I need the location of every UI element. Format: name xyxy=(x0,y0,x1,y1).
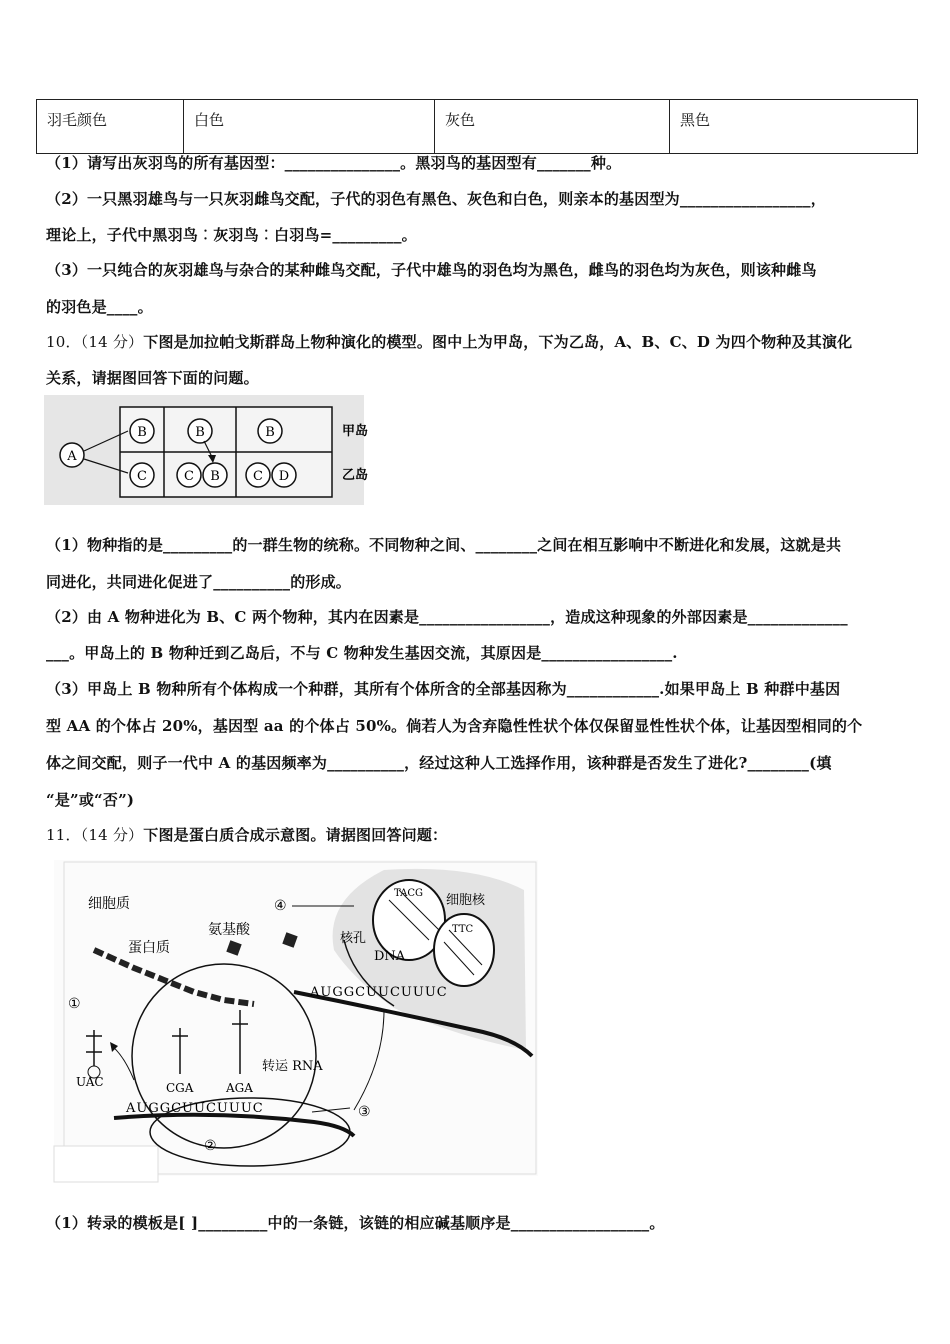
protein-label: 蛋白质 xyxy=(128,940,170,956)
anticodon-1: UAC xyxy=(76,1075,104,1089)
feather-color-table xyxy=(36,99,918,154)
nucleus-label: 细胞核 xyxy=(446,893,486,908)
q10-stem-line2: 关系，请据图回答下面的问题。 xyxy=(46,369,259,387)
table-row xyxy=(37,100,918,154)
q9-part3-line1: （3）一只纯合的灰羽雄鸟与杂合的某种雌鸟交配，子代中雄鸟的羽色均为黑色，雌鸟的羽色均为灰色，则该种雌鸟 xyxy=(46,261,817,279)
table-cell: 白色 xyxy=(184,100,435,154)
q11-part1: （1）转录的模板是[ ]_________中的一条链，该链的相应碱基顺序是__________________。 xyxy=(46,1214,665,1232)
q10-part1-line1: （1）物种指的是_________的一群生物的统称。不同物种之间、________之间在相互影响中不断进化和发展，这就是共 xyxy=(46,536,842,554)
mark-3: ③ xyxy=(358,1104,371,1120)
protein-synthesis-figure xyxy=(54,860,538,1186)
anticodon-2: CGA xyxy=(166,1081,194,1095)
bottom-species: C xyxy=(184,469,194,484)
q10-stem-line1 xyxy=(46,331,852,352)
mark-2: ② xyxy=(204,1138,217,1154)
q10-part3-line1: （3）甲岛上 B 物种所有个体构成一个种群，其所有个体所含的全部基因称为____________.如果甲岛上 B 种群中基因 xyxy=(46,680,841,698)
bottom-species: C xyxy=(253,469,263,484)
anticodon-3: AGA xyxy=(226,1081,253,1095)
top-species: B xyxy=(265,425,275,440)
trna-label: 转运 RNA xyxy=(262,1059,323,1074)
island-yi-label: 乙岛 xyxy=(342,468,369,483)
cytoplasm-label: 细胞质 xyxy=(88,896,130,912)
table-cell: 黑色 xyxy=(670,100,918,154)
q11-stem xyxy=(46,824,447,845)
island-jia-label: 甲岛 xyxy=(342,424,369,439)
species-a-label: A xyxy=(67,449,77,464)
q10-number: 10．（14 分） xyxy=(46,333,144,351)
mark-1: ① xyxy=(68,996,81,1012)
dna-label: DNA xyxy=(374,949,406,964)
mrna-sequence-nucleus: AUGGCUUCUUUC xyxy=(310,985,448,1000)
top-species: B xyxy=(195,425,205,440)
dna-bases-bottom: TTC xyxy=(452,924,474,935)
q10-part3-line3: 体之间交配，则子一代中 A 的基因频率为__________，经过这种人工选择作用，该种群是否发生了进化?________(填 xyxy=(46,754,832,772)
mark-4: ④ xyxy=(274,898,287,914)
pore-label: 核孔 xyxy=(340,931,367,946)
q11-number: 11．（14 分） xyxy=(46,826,144,844)
mrna-sequence-cytoplasm: AUGGCUUCUUUC xyxy=(126,1101,264,1116)
q11-stem-text: 下图是蛋白质合成示意图。请据图回答问题： xyxy=(143,826,448,844)
q9-part1: （1）请写出灰羽鸟的所有基因型：_______________。黑羽鸟的基因型有_______种。 xyxy=(46,154,622,172)
q9-part2-line2: 理论上，子代中黑羽鸟︰灰羽鸟︰白羽鸟=_________。 xyxy=(46,226,417,244)
bottom-species: B xyxy=(210,469,220,484)
amino-acid-label: 氨基酸 xyxy=(208,922,250,938)
dna-bases-top: TACG xyxy=(394,888,423,899)
q10-part2-line1: （2）由 A 物种进化为 B、C 两个物种，其内在因素是_________________，造成这种现象的外部因素是_____________ xyxy=(46,608,848,626)
q10-part3-line2: 型 AA 的个体占 20%，基因型 aa 的个体占 50%。倘若人为含弃隐性性状个体仅保留显性性状个体，让基因型相同的个 xyxy=(46,717,863,735)
q9-part3-line2: 的羽色是____。 xyxy=(46,298,153,316)
q10-part3-line4: “是”或“否”) xyxy=(46,791,135,809)
bottom-species: C xyxy=(137,469,147,484)
q9-part2-line1: （2）一只黑羽雄鸟与一只灰羽雌鸟交配，子代的羽色有黑色、灰色和白色，则亲本的基因型为_________________， xyxy=(46,190,826,208)
q10-part2-line2: ___。甲岛上的 B 物种迁到乙岛后，不与 C 物种发生基因交流，其原因是_________________. xyxy=(46,644,678,662)
table-cell: 羽毛颜色 xyxy=(37,100,184,154)
species-evolution-figure xyxy=(44,395,369,505)
bottom-species: D xyxy=(278,469,290,484)
top-species: B xyxy=(137,425,147,440)
table-cell: 灰色 xyxy=(435,100,670,154)
q10-stem-text: 下图是加拉帕戈斯群岛上物种演化的模型。图中上为甲岛，下为乙岛，A、B、C、D 为四个物种及其演化 xyxy=(143,333,853,351)
q10-part1-line2: 同进化，共同进化促进了__________的形成。 xyxy=(46,573,352,591)
